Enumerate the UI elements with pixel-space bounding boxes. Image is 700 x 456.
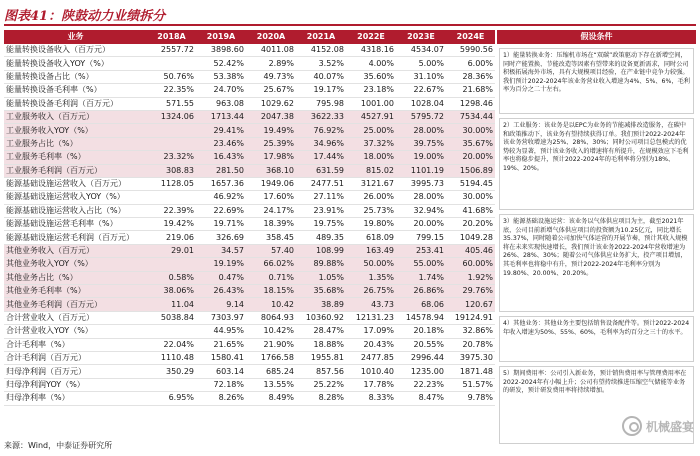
value-cell: 35.67% (446, 137, 495, 150)
value-cell: 1.05% (296, 271, 346, 284)
value-cell: 2.89% (246, 57, 296, 70)
assumption-note: 1）能量转换业务：压缩机市场在“双碳”政策驱动下存在新增空间，同时产能置换、节能改造等因素有望带来的设备更新需求，同时公司积极拓展海外市场，具有大规模项目经验，在产业链中竞争力较强。我们预计2022-2024年该业务营业收入增速为4%、5%、6%，毛利率为百分之二十左右。 (499, 48, 694, 114)
value-cell: 19.17% (296, 84, 346, 97)
value-cell: 1580.41 (196, 351, 246, 364)
value-cell: 18.15% (246, 285, 296, 298)
assumption-note: 3）能源基础设施运营：该业务以气体供应项目为主，截至2021年底，公司目前新增气体供应项目的投资额为10.25亿元，同比增长35.37%，同时随着公司加快气体运营的开展节奏，预计其收入规模将在未来实现快速增长，我们预计该业务2022-2024年营收增速为26%、28%、30%；随着公司气体供应业务扩大，投产项目增加，其毛利率也将稳中有升，预计2022-2024年毛利率分别为19.80%、20.00%、20.20%。 (499, 214, 694, 312)
value-cell: 1101.19 (396, 164, 446, 177)
header-cell: 2022E (346, 30, 396, 44)
value-cell: 55.00% (396, 258, 446, 271)
value-cell: 24.17% (246, 204, 296, 217)
value-cell: 20.43% (346, 338, 396, 351)
value-cell: 6.00% (446, 57, 495, 70)
value-cell: 38.89 (296, 298, 346, 311)
table-row (4, 378, 495, 391)
row-label: 其他业务收入YOY（%） (4, 258, 147, 271)
value-cell: 18.39% (246, 218, 296, 231)
value-cell: 21.90% (246, 338, 296, 351)
header-cell: 2023E (396, 30, 446, 44)
value-cell: 25.00% (346, 124, 396, 137)
value-cell: 4318.16 (346, 44, 396, 57)
value-cell: 5.00% (396, 57, 446, 70)
value-cell: 17.09% (346, 325, 396, 338)
assumption-note: 5）期间费用率：公司引入新业务，预计销售费用率与管理费用率在2022-2024年有小幅上升；公司有望持续推进压缩空气储能等业务的研发，预计研发费用率将持续增加。 (499, 366, 694, 444)
value-cell: 46.92% (196, 191, 246, 204)
value-cell: 28.47% (296, 325, 346, 338)
value-cell: 23.91% (296, 204, 346, 217)
table-row (4, 311, 495, 324)
value-cell: 26.75% (346, 285, 396, 298)
value-cell (147, 325, 196, 338)
value-cell: 89.88% (296, 258, 346, 271)
value-cell: 3995.73 (396, 177, 446, 190)
value-cell: 19.80% (346, 218, 396, 231)
row-label: 其他业务收入（百万元） (4, 244, 147, 257)
value-cell: 2477.85 (346, 351, 396, 364)
table-row (4, 258, 495, 271)
value-cell (147, 191, 196, 204)
header-cell: 业务 (4, 30, 147, 44)
value-cell: 2996.44 (396, 351, 446, 364)
value-cell: 1049.28 (446, 231, 495, 244)
value-cell: 0.47% (196, 271, 246, 284)
value-cell: 4534.07 (396, 44, 446, 57)
assumptions-header: 假设条件 (497, 30, 696, 44)
value-cell: 19.19% (196, 258, 246, 271)
source-note: 来源：Wind，中泰证券研究所 (4, 441, 113, 450)
value-cell: 405.46 (446, 244, 495, 257)
value-cell: 20.00% (396, 218, 446, 231)
assumption-note: 2）工业服务：该业务是以EPC为业务的节能减排改造服务，在碳中和政策推动下，该业务有望持续获得订单。我们预计2022-2024年该业务营收增速为25%、28%、30%；同时公司项目总包模式的优势较为显著，预计该业务收入的增速将有所提升，在规模效应下毛利率也将稳步提升，预计2022-2024年的毛利率将分别为18%、19%、20%。 (499, 118, 694, 210)
value-cell: 603.14 (196, 365, 246, 378)
table-row (4, 218, 495, 231)
table-row (4, 298, 495, 311)
value-cell: 22.67% (396, 84, 446, 97)
value-cell: 50.00% (346, 258, 396, 271)
title-divider (4, 24, 696, 26)
value-cell (147, 378, 196, 391)
value-cell: 18.88% (296, 338, 346, 351)
value-cell: 26.00% (346, 191, 396, 204)
header-cell: 2024E (446, 30, 495, 44)
value-cell: 21.68% (446, 84, 495, 97)
value-cell: 2047.38 (246, 110, 296, 123)
table-row (4, 351, 495, 364)
row-label: 归母净利率（%） (4, 392, 147, 405)
value-cell: 253.41 (396, 244, 446, 257)
value-cell: 618.09 (346, 231, 396, 244)
value-cell: 32.86% (446, 325, 495, 338)
value-cell: 25.67% (246, 84, 296, 97)
value-cell: 3622.33 (296, 110, 346, 123)
value-cell: 41.68% (446, 204, 495, 217)
value-cell: 120.67 (446, 298, 495, 311)
value-cell: 10360.92 (296, 311, 346, 324)
performance-table (4, 30, 495, 406)
row-label: 能量转换设备毛利率（%） (4, 84, 147, 97)
value-cell: 25.39% (246, 137, 296, 150)
row-label: 能量转换设备占比（%） (4, 70, 147, 83)
value-cell: 5038.84 (147, 311, 196, 324)
value-cell: 1766.58 (246, 351, 296, 364)
value-cell: 685.24 (246, 365, 296, 378)
value-cell: 23.46% (196, 137, 246, 150)
table-row (4, 84, 495, 97)
table-header-row (4, 30, 495, 44)
row-label: 合计毛利率（%） (4, 338, 147, 351)
value-cell: 9.14 (196, 298, 246, 311)
value-cell: 4527.91 (346, 110, 396, 123)
value-cell: 25.73% (346, 204, 396, 217)
value-cell: 308.83 (147, 164, 196, 177)
value-cell: 489.35 (296, 231, 346, 244)
value-cell: 72.18% (196, 378, 246, 391)
value-cell: 1949.06 (246, 177, 296, 190)
header-cell: 2021A (296, 30, 346, 44)
value-cell: 20.20% (446, 218, 495, 231)
value-cell: 3121.67 (346, 177, 396, 190)
value-cell: 571.55 (147, 97, 196, 110)
value-cell: 66.02% (246, 258, 296, 271)
table-row (4, 244, 495, 257)
value-cell: 1128.05 (147, 177, 196, 190)
value-cell: 52.42% (196, 57, 246, 70)
value-cell: 19124.91 (446, 311, 495, 324)
value-cell: 1028.04 (396, 97, 446, 110)
value-cell: 57.40 (246, 244, 296, 257)
value-cell: 8064.93 (246, 311, 296, 324)
value-cell: 1.92% (446, 271, 495, 284)
table-row (4, 191, 495, 204)
value-cell: 1010.40 (346, 365, 396, 378)
table-row (4, 365, 495, 378)
row-label: 其他业务毛利率（%） (4, 285, 147, 298)
value-cell: 22.23% (396, 378, 446, 391)
value-cell: 28.00% (396, 191, 446, 204)
watermark (622, 416, 694, 436)
value-cell: 14578.94 (396, 311, 446, 324)
row-label: 工业服务毛利润（百万元） (4, 164, 147, 177)
value-cell: 1955.81 (296, 351, 346, 364)
table-row (4, 151, 495, 164)
value-cell: 24.70% (196, 84, 246, 97)
value-cell: 12131.23 (346, 311, 396, 324)
value-cell: 5795.72 (396, 110, 446, 123)
value-cell: 22.69% (196, 204, 246, 217)
value-cell: 60.00% (446, 258, 495, 271)
value-cell: 76.92% (296, 124, 346, 137)
value-cell: 1871.48 (446, 365, 495, 378)
value-cell: 68.06 (396, 298, 446, 311)
table-row (4, 325, 495, 338)
value-cell: 30.00% (446, 124, 495, 137)
value-cell: 4.00% (346, 57, 396, 70)
value-cell: 358.45 (246, 231, 296, 244)
table-row (4, 177, 495, 190)
value-cell: 44.95% (196, 325, 246, 338)
value-cell: 35.68% (296, 285, 346, 298)
value-cell: 8.49% (246, 392, 296, 405)
figure-title: 图表41：陕鼓动力业绩拆分 (4, 9, 166, 24)
value-cell: 10.42 (246, 298, 296, 311)
value-cell: 1657.36 (196, 177, 246, 190)
value-cell: 34.57 (196, 244, 246, 257)
wechat-icon (622, 416, 642, 436)
value-cell: 8.26% (196, 392, 246, 405)
value-cell: 1713.44 (196, 110, 246, 123)
value-cell: 857.56 (296, 365, 346, 378)
value-cell: 19.75% (296, 218, 346, 231)
value-cell: 963.08 (196, 97, 246, 110)
value-cell: 21.65% (196, 338, 246, 351)
row-label: 工业服务毛利率（%） (4, 151, 147, 164)
table-row (4, 338, 495, 351)
value-cell: 7303.97 (196, 311, 246, 324)
value-cell: 8.47% (396, 392, 446, 405)
value-cell: 0.58% (147, 271, 196, 284)
header-cell: 2020A (246, 30, 296, 44)
assumption-note: 4）其他业务：其他业务主要包括销售设备配件等。预计2022-2024年收入增速为50%、55%、60%，毛利率为约百分之三十的水平。 (499, 316, 694, 362)
header-cell: 2018A (147, 30, 196, 44)
value-cell: 799.15 (396, 231, 446, 244)
value-cell: 19.49% (246, 124, 296, 137)
value-cell: 1324.06 (147, 110, 196, 123)
table-row (4, 57, 495, 70)
table-row (4, 164, 495, 177)
value-cell: 815.02 (346, 164, 396, 177)
value-cell: 20.78% (446, 338, 495, 351)
row-label: 其他业务占比（%） (4, 271, 147, 284)
value-cell: 30.00% (446, 191, 495, 204)
value-cell: 32.94% (396, 204, 446, 217)
value-cell: 26.86% (396, 285, 446, 298)
value-cell: 631.59 (296, 164, 346, 177)
table-row (4, 44, 495, 57)
value-cell: 1506.89 (446, 164, 495, 177)
value-cell: 28.00% (396, 124, 446, 137)
value-cell: 39.75% (396, 137, 446, 150)
table-row (4, 204, 495, 217)
row-label: 能量转换设备收入（百万元） (4, 44, 147, 57)
value-cell: 1029.62 (246, 97, 296, 110)
table-row (4, 124, 495, 137)
value-cell: 17.98% (246, 151, 296, 164)
value-cell: 281.50 (196, 164, 246, 177)
value-cell: 20.55% (396, 338, 446, 351)
row-label: 其他业务毛利润（百万元） (4, 298, 147, 311)
row-label: 能量转换设备收入YOY（%） (4, 57, 147, 70)
value-cell: 29.41% (196, 124, 246, 137)
value-cell: 26.43% (196, 285, 246, 298)
value-cell: 22.35% (147, 84, 196, 97)
value-cell: 40.07% (296, 70, 346, 83)
table-row (4, 392, 495, 405)
row-label: 能源基础设施运营收入YOY（%） (4, 191, 147, 204)
row-label: 归母净利润（百万元） (4, 365, 147, 378)
value-cell: 51.57% (446, 378, 495, 391)
value-cell: 368.10 (246, 164, 296, 177)
value-cell: 25.22% (296, 378, 346, 391)
value-cell: 1.74% (396, 271, 446, 284)
table-row (4, 285, 495, 298)
value-cell: 31.10% (396, 70, 446, 83)
row-label: 能源基础设施运营毛利润（百万元） (4, 231, 147, 244)
watermark-text: 机械盛宴 (645, 419, 694, 434)
value-cell (147, 258, 196, 271)
value-cell: 7534.44 (446, 110, 495, 123)
row-label: 能源基础设施运营毛利率（%） (4, 218, 147, 231)
value-cell: 43.73 (346, 298, 396, 311)
value-cell: 22.39% (147, 204, 196, 217)
value-cell: 1235.00 (396, 365, 446, 378)
value-cell: 163.49 (346, 244, 396, 257)
row-label: 工业服务收入（百万元） (4, 110, 147, 123)
row-label: 工业服务占比（%） (4, 137, 147, 150)
value-cell: 29.01 (147, 244, 196, 257)
value-cell: 8.28% (296, 392, 346, 405)
value-cell: 16.43% (196, 151, 246, 164)
table-body (4, 44, 495, 405)
value-cell: 11.04 (147, 298, 196, 311)
value-cell: 4011.08 (246, 44, 296, 57)
row-label: 能源基础设施运营收入占比（%） (4, 204, 147, 217)
value-cell: 1110.48 (147, 351, 196, 364)
value-cell: 20.18% (396, 325, 446, 338)
header-cell: 2019A (196, 30, 246, 44)
value-cell: 28.36% (446, 70, 495, 83)
value-cell: 20.00% (446, 151, 495, 164)
table-row (4, 231, 495, 244)
table-row (4, 97, 495, 110)
row-label: 合计营业收入YOY（%） (4, 325, 147, 338)
value-cell (147, 124, 196, 137)
value-cell: 27.11% (296, 191, 346, 204)
value-cell: 34.96% (296, 137, 346, 150)
row-label: 能源基础设施运营收入（百万元） (4, 177, 147, 190)
value-cell: 1298.46 (446, 97, 495, 110)
value-cell: 19.71% (196, 218, 246, 231)
value-cell: 1.35% (346, 271, 396, 284)
value-cell: 326.69 (196, 231, 246, 244)
value-cell (147, 137, 196, 150)
value-cell: 0.71% (246, 271, 296, 284)
value-cell: 17.60% (246, 191, 296, 204)
value-cell: 18.00% (346, 151, 396, 164)
value-cell: 17.44% (296, 151, 346, 164)
value-cell: 23.18% (346, 84, 396, 97)
value-cell: 38.06% (147, 285, 196, 298)
value-cell: 5990.56 (446, 44, 495, 57)
assumptions-panel (497, 30, 696, 446)
value-cell: 219.06 (147, 231, 196, 244)
table-row (4, 70, 495, 83)
value-cell: 1001.00 (346, 97, 396, 110)
table-row (4, 137, 495, 150)
row-label: 合计营业收入（百万元） (4, 311, 147, 324)
value-cell: 23.32% (147, 151, 196, 164)
value-cell: 13.55% (246, 378, 296, 391)
value-cell: 22.04% (147, 338, 196, 351)
value-cell: 2477.51 (296, 177, 346, 190)
value-cell: 795.98 (296, 97, 346, 110)
table-row (4, 110, 495, 123)
value-cell: 3975.30 (446, 351, 495, 364)
value-cell (147, 57, 196, 70)
row-label: 工业服务收入YOY（%） (4, 124, 147, 137)
value-cell: 4152.08 (296, 44, 346, 57)
table-row (4, 271, 495, 284)
row-label: 能量转换设备毛利润（百万元） (4, 97, 147, 110)
value-cell: 50.76% (147, 70, 196, 83)
value-cell: 3.52% (296, 57, 346, 70)
row-label: 合计毛利润（百万元） (4, 351, 147, 364)
value-cell: 37.32% (346, 137, 396, 150)
value-cell: 350.29 (147, 365, 196, 378)
value-cell: 53.38% (196, 70, 246, 83)
value-cell: 49.73% (246, 70, 296, 83)
value-cell: 35.60% (346, 70, 396, 83)
value-cell: 10.42% (246, 325, 296, 338)
value-cell: 5194.45 (446, 177, 495, 190)
value-cell: 6.95% (147, 392, 196, 405)
value-cell: 9.78% (446, 392, 495, 405)
value-cell: 19.42% (147, 218, 196, 231)
value-cell: 29.76% (446, 285, 495, 298)
row-label: 归母净利润YOY（%） (4, 378, 147, 391)
value-cell: 3898.60 (196, 44, 246, 57)
value-cell: 108.99 (296, 244, 346, 257)
value-cell: 2557.72 (147, 44, 196, 57)
value-cell: 19.00% (396, 151, 446, 164)
value-cell: 17.78% (346, 378, 396, 391)
value-cell: 8.33% (346, 392, 396, 405)
